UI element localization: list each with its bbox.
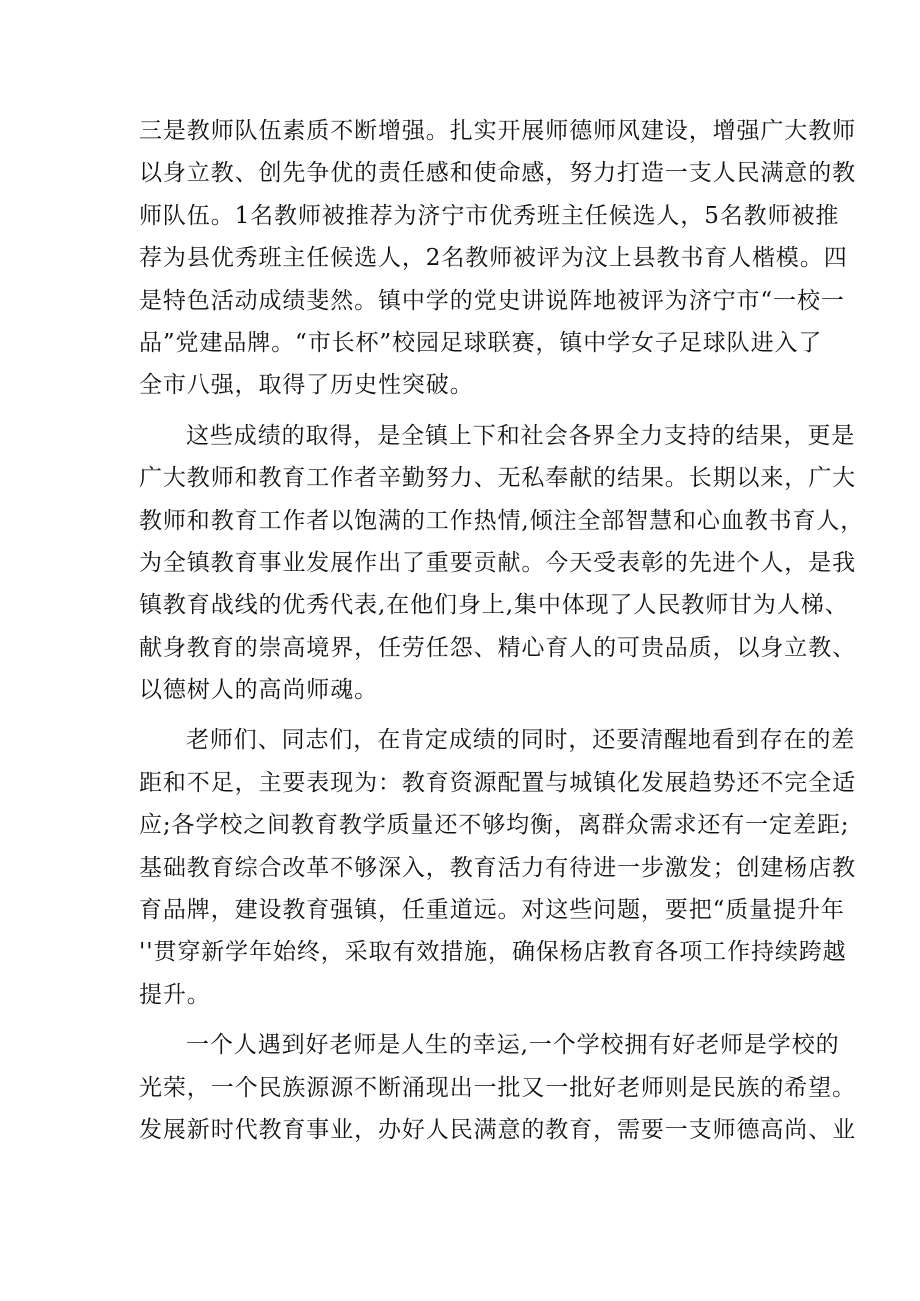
- text-line: 光荣，一个民族源源不断涌现出一批又一批好老师则是民族的希望。: [139, 1074, 856, 1101]
- text-line: 一个人遇到好老师是人生的幸运,一个学校拥有好老师是学校的: [186, 1032, 840, 1059]
- text-line: 以身立教、创先争优的责任感和使命感，努力打造一支人民满意的教: [139, 160, 856, 187]
- text-line: ''贯穿新学年始终，采取有效措施，确保杨店教育各项工作持续跨越: [139, 939, 847, 966]
- text-line: 全市八强，取得了历史性突破。: [139, 372, 474, 399]
- text-line: 以德树人的高尚师魂。: [139, 677, 378, 704]
- text-line: 教师和教育工作者以饱满的工作热情,倾注全部智慧和心血教书育人，: [139, 507, 865, 534]
- text-line: 基础教育综合改革不够深入，教育活力有待进一步激发；创建杨店教: [139, 854, 856, 881]
- text-line: 镇教育战线的优秀代表,在他们身上,集中体现了人民教师甘为人梯、: [139, 592, 849, 619]
- text-line: 献身教育的崇高境界，任劳任怨、精心育人的可贵品质，以身立教、: [139, 634, 856, 661]
- text-line: 荐为县优秀班主任候选人，2名教师被评为汶上县教书育人楷模。四: [139, 245, 848, 272]
- text-line: 这些成绩的取得，是全镇上下和社会各界全力支持的结果，更是: [186, 422, 856, 449]
- text-line: 师队伍。1名教师被推荐为济宁市优秀班主任候选人，5名教师被推: [139, 202, 840, 229]
- text-line: 距和不足，主要表现为：教育资源配置与城镇化发展趋势还不完全适: [139, 769, 856, 796]
- text-line: 为全镇教育事业发展作出了重要贡献。今天受表彰的先进个人，是我: [139, 549, 856, 576]
- text-line: 三是教师队伍素质不断增强。扎实开展师德师风建设，增强广大教师: [139, 118, 856, 144]
- paragraph-1: [139, 110, 856, 407]
- text-line: 老师们、同志们，在肯定成绩的同时，还要清醒地看到存在的差: [186, 727, 856, 754]
- text-line: 应;各学校之间教育教学质量还不够均衡，离群众需求还有一定差距;: [139, 812, 850, 839]
- text-line: 育品牌，建设教育强镇，任重道远。对这些问题，要把“质量提升年: [139, 897, 845, 924]
- text-line: 发展新时代教育事业，办好人民满意的教育，需要一支师德高尚、业: [139, 1116, 856, 1143]
- text-line: 广大教师和教育工作者辛勤努力、无私奉献的结果。长期以来，广大: [139, 465, 856, 492]
- paragraph-4: [139, 1024, 856, 1151]
- text-line: 提升。: [139, 981, 211, 1008]
- paragraph-2: [139, 415, 865, 712]
- text-line: 品”党建品牌。“市长杯”校园足球联赛，镇中学女子足球队进入了: [139, 329, 823, 356]
- paragraph-3: [139, 719, 856, 1016]
- body-text: [139, 110, 865, 1151]
- text-line: 是特色活动成绩斐然。镇中学的党史讲说阵地被评为济宁市“一校一: [139, 287, 845, 314]
